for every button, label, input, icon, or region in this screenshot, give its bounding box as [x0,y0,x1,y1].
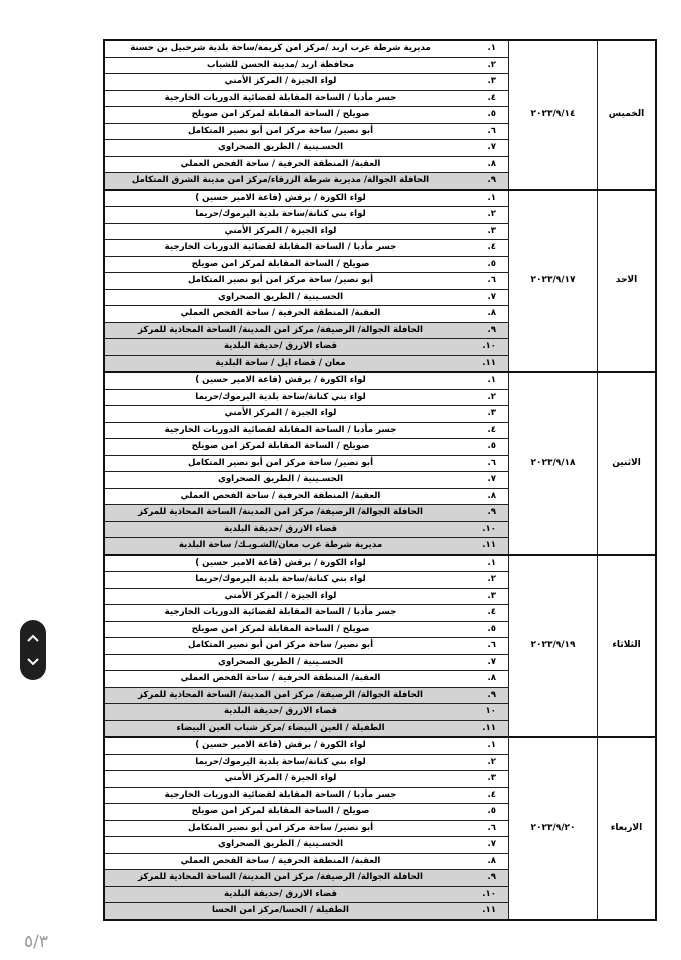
row-number: ٨. [456,853,509,870]
row-number: ١٠. [456,339,509,356]
row-number: ٩. [456,870,509,887]
row-number: ١٠. [456,886,509,903]
location-cell: العقبة/ المنطقة الحرفية / ساحة الفحص العملي [104,671,456,688]
day-cell: الاربعاء [598,737,657,920]
location-cell: معان / قضاء ايل / ساحة البلدية [104,355,456,372]
location-cell: الحسـينية / الطريق الصحراوي [104,289,456,306]
date-cell: ٢٠٢٣/٩/١٤ [509,40,598,190]
location-cell: صويلح / الساحة المقابلة لمركز امن صويلح [104,107,456,124]
location-cell: لواء بني كنانة/ساحة بلدية اليرموك/حريما [104,754,456,771]
row-number: ٨. [456,306,509,323]
schedule-table [103,39,657,921]
schedule-row [104,190,656,207]
row-number: ٩. [456,687,509,704]
chevron-up-icon[interactable] [20,626,46,650]
location-cell: الطفيلة / الحسا/مركز امن الحسا [104,903,456,920]
row-number: ٤. [456,240,509,257]
location-cell: جسر مأدبا / الساحة المقابلة لقضائية الدوريات الخارجية [104,240,456,257]
row-number: ٢. [456,389,509,406]
row-number: ٦. [456,820,509,837]
location-cell: الحافلة الجوالة/ الرصيفة/ مركز امن المدينة/ الساحة المحاذية للمركز [104,687,456,704]
date-cell: ٢٠٢٣/٩/١٧ [509,190,598,373]
row-number: ٦. [456,273,509,290]
row-number: ٣. [456,74,509,91]
row-number: ٢. [456,57,509,74]
date-cell: ٢٠٢٣/٩/١٩ [509,555,598,738]
location-cell: لواء الكورة / برقش (قاعة الامير حسين ) [104,372,456,389]
row-number: ٨. [456,488,509,505]
location-cell: لواء بني كنانة/ساحة بلدية اليرموك/حريما [104,207,456,224]
location-cell: لواء الجيزة / المركز الأمني [104,406,456,423]
location-cell: قضاء الازرق /حديقة البلدية [104,339,456,356]
schedule-body [104,40,656,920]
location-cell: العقبة/ المنطقة الحرفية / ساحة الفحص العملي [104,306,456,323]
row-number: ٥. [456,256,509,273]
row-number: ١. [456,555,509,572]
location-cell: الحافلة الجوالة/ الرصيفة/ مركز امن المدينة/ الساحة المحاذية للمركز [104,505,456,522]
row-number: ٦. [456,123,509,140]
schedule-row [104,555,656,572]
location-cell: الحافلة الجوالة/ مديرية شرطة الزرقاء/مركز امن مدينة الشرق المتكامل [104,173,456,190]
location-cell: الطفيلة / العين البيضاء /مركز شباب العين البيضاء [104,720,456,737]
row-number: ١١. [456,538,509,555]
row-number: ٣. [456,771,509,788]
location-cell: أبو نصير/ ساحة مركز امن أبو نصير المتكامل [104,123,456,140]
row-number: ١. [456,372,509,389]
row-number: ٥. [456,439,509,456]
row-number: ٤. [456,90,509,107]
row-number: ٧. [456,654,509,671]
day-cell: الثلاثاء [598,555,657,738]
row-number: ٣. [456,588,509,605]
chevron-down-icon[interactable] [20,650,46,674]
location-cell: مديرية شرطة غرب اربد /مركز امن كريمة/ساحة بلدية شرحبيل بن حسنة [104,40,456,57]
row-number: ٢. [456,207,509,224]
row-number: ١. [456,190,509,207]
location-cell: لواء الكورة / برقش (قاعة الامير حسين ) [104,737,456,754]
page-scroll-control [20,620,46,680]
schedule-row [104,737,656,754]
location-cell: صويلح / الساحة المقابلة لمركز امن صويلح [104,256,456,273]
location-cell: أبو نصير/ ساحة مركز امن أبو نصير المتكامل [104,820,456,837]
location-cell: لواء الكورة / برقش (قاعة الامير حسين ) [104,190,456,207]
location-cell: الحسـينية / الطريق الصحراوي [104,654,456,671]
row-number: ١٠. [456,521,509,538]
location-cell: جسر مأدبا / الساحة المقابلة لقضائية الدوريات الخارجية [104,787,456,804]
row-number: ١٠ [456,704,509,721]
location-cell: العقبة/ المنطقة الحرفية / ساحة الفحص العملي [104,156,456,173]
location-cell: صويلح / الساحة المقابلة لمركز امن صويلح [104,804,456,821]
row-number: ٥. [456,804,509,821]
row-number: ١. [456,40,509,57]
location-cell: صويلح / الساحة المقابلة لمركز امن صويلح [104,621,456,638]
row-number: ٣. [456,406,509,423]
day-cell: الخميس [598,40,657,190]
row-number: ٦. [456,455,509,472]
date-cell: ٢٠٢٣/٩/٢٠ [509,737,598,920]
location-cell: الحسـينية / الطريق الصحراوي [104,472,456,489]
row-number: ٩. [456,505,509,522]
row-number: ٥. [456,107,509,124]
location-cell: الحافلة الجوالة/ الرصيفة/ مركز امن المدينة/ الساحة المحاذية للمركز [104,322,456,339]
location-cell: لواء الجيزة / المركز الأمني [104,223,456,240]
row-number: ٩. [456,173,509,190]
location-cell: لواء بني كنانة/ساحة بلدية اليرموك/حريما [104,572,456,589]
row-number: ٥. [456,621,509,638]
row-number: ٧. [456,289,509,306]
location-cell: مديرية شرطة غرب معان/الشـوبـك/ ساحة البلدية [104,538,456,555]
row-number: ٢. [456,572,509,589]
row-number: ١١. [456,903,509,920]
location-cell: أبو نصير/ ساحة مركز امن أبو نصير المتكامل [104,638,456,655]
location-cell: قضاء الازرق /حديقة البلدية [104,704,456,721]
schedule-row [104,40,656,57]
location-cell: الحسـينية / الطريق الصحراوي [104,837,456,854]
row-number: ٧. [456,837,509,854]
location-cell: لواء الجيزة / المركز الأمني [104,588,456,605]
row-number: ١١. [456,355,509,372]
page-counter: ٥/٣ [24,932,48,952]
location-cell: جسر مأدبا / الساحة المقابلة لقضائية الدوريات الخارجية [104,605,456,622]
row-number: ٨. [456,156,509,173]
row-number: ٧. [456,140,509,157]
row-number: ٦. [456,638,509,655]
location-cell: العقبة/ المنطقة الحرفية / ساحة الفحص العملي [104,853,456,870]
location-cell: محافظة اربد /مدينة الحسن للشباب [104,57,456,74]
row-number: ٣. [456,223,509,240]
day-cell: الاحد [598,190,657,373]
location-cell: الحسـينية / الطريق الصحراوي [104,140,456,157]
location-cell: جسر مأدبا / الساحة المقابلة لقضائية الدوريات الخارجية [104,90,456,107]
location-cell: لواء الجيزة / المركز الأمني [104,74,456,91]
date-cell: ٢٠٢٣/٩/١٨ [509,372,598,555]
location-cell: لواء الكورة / برقش (قاعة الامير حسين ) [104,555,456,572]
row-number: ٧. [456,472,509,489]
location-cell: لواء بني كنانة/ساحة بلدية اليرموك/حريما [104,389,456,406]
row-number: ٩. [456,322,509,339]
schedule-row [104,372,656,389]
location-cell: قضاء الازرق /حديقة البلدية [104,886,456,903]
location-cell: صويلح / الساحة المقابلة لمركز امن صويلح [104,439,456,456]
row-number: ٤. [456,422,509,439]
location-cell: لواء الجيزة / المركز الأمني [104,771,456,788]
row-number: ٢. [456,754,509,771]
row-number: ١. [456,737,509,754]
location-cell: جسر مأدبا / الساحة المقابلة لقضائية الدوريات الخارجية [104,422,456,439]
row-number: ٤. [456,605,509,622]
location-cell: الحافلة الجوالة/ الرصيفة/ مركز امن المدينة/ الساحة المحاذية للمركز [104,870,456,887]
row-number: ١١. [456,720,509,737]
location-cell: أبو نصير/ ساحة مركز امن أبو نصير المتكامل [104,273,456,290]
row-number: ٨. [456,671,509,688]
day-cell: الاثنين [598,372,657,555]
location-cell: قضاء الازرق /حديقة البلدية [104,521,456,538]
location-cell: العقبة/ المنطقة الحرفية / ساحة الفحص العملي [104,488,456,505]
location-cell: أبو نصير/ ساحة مركز امن أبو نصير المتكامل [104,455,456,472]
row-number: ٤. [456,787,509,804]
